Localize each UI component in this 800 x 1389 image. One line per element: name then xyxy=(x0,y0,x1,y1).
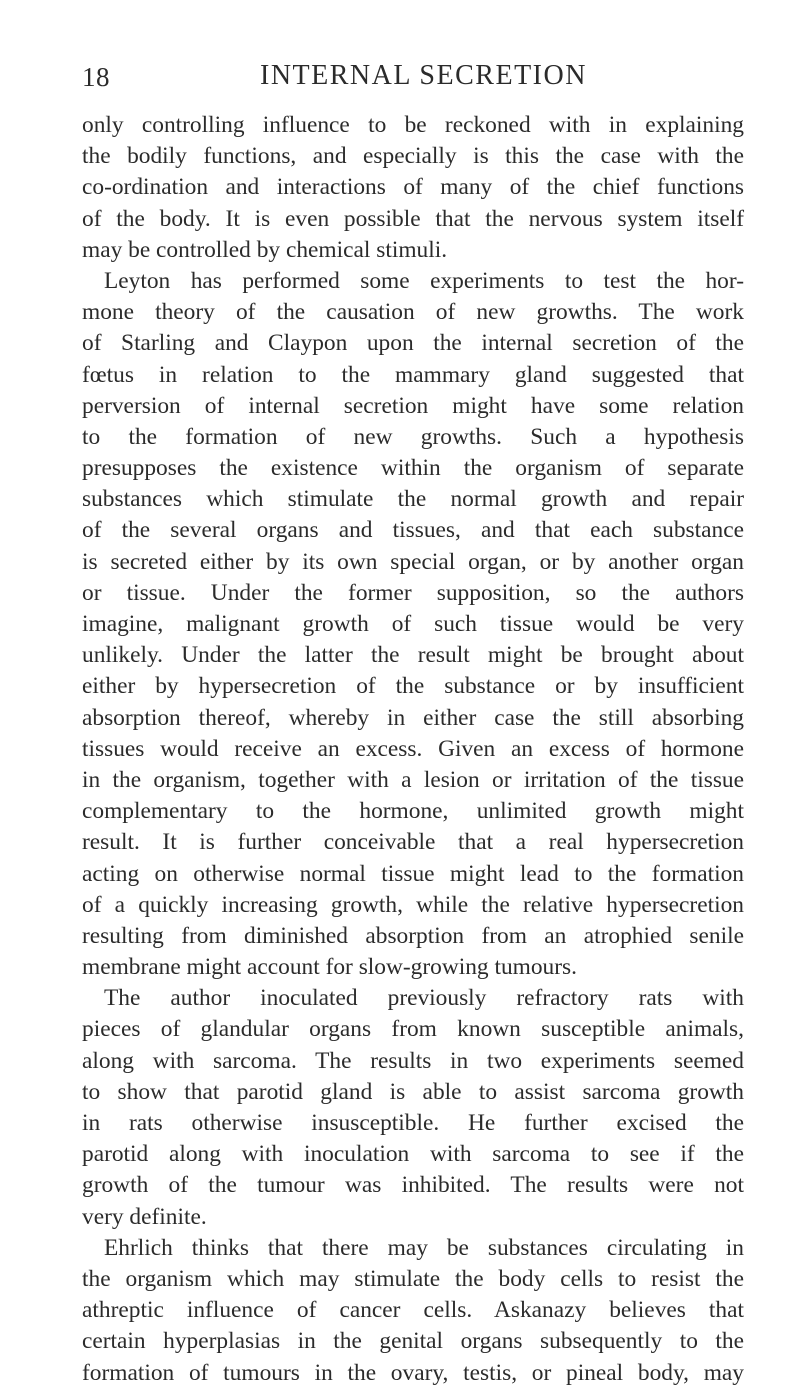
text-line: of the body. It is even possible that the nervous system itself xyxy=(82,205,744,232)
text-line: of Starling and Claypon upon the internal secretion of the xyxy=(82,330,744,357)
text-line: very definite. xyxy=(82,1203,207,1230)
text-line: either by hypersecretion of the substance or by insufficient xyxy=(82,673,744,700)
text-line: may be controlled by chemical stimuli. xyxy=(82,236,448,263)
text-line: resulting from diminished absorption from an atrophied senile xyxy=(82,922,744,949)
text-line: or tissue. Under the former supposition, so the authors xyxy=(82,579,744,606)
text-line: growth of the tumour was inhibited. The results were not xyxy=(82,1172,744,1199)
text-line: the organism which may stimulate the body cells to resist the xyxy=(82,1265,744,1292)
text-line: in rats otherwise insusceptible. He further excised the xyxy=(82,1110,744,1136)
text-line: athreptic influence of cancer cells. Askanazy believes that xyxy=(82,1297,744,1324)
text-line: Leyton has performed some experiments to test the hor- xyxy=(104,267,744,294)
text-line: of a quickly increasing growth, while the relative hypersecretion xyxy=(82,891,744,918)
running-title: INTERNAL SECRETION xyxy=(260,60,587,91)
text-line: perversion of internal secretion might have some relation xyxy=(82,392,744,419)
text-line: acting on otherwise normal tissue might lead to the formation xyxy=(82,860,744,887)
text-line: to show that parotid gland is able to assist sarcoma growth xyxy=(82,1078,744,1105)
paragraph xyxy=(82,1233,744,1389)
text-line: pieces of glandular organs from known susceptible animals, xyxy=(82,1016,744,1043)
text-line: The author inoculated previously refractory rats with xyxy=(104,985,744,1012)
text-line: complementary to the hormone, unlimited growth might xyxy=(82,798,744,825)
text-line: of the several organs and tissues, and that each substance xyxy=(82,517,744,544)
text-line: formation of tumours in the ovary, testis, or pineal body, may xyxy=(82,1359,744,1386)
text-line: the bodily functions, and especially is this the case with the xyxy=(82,143,744,170)
text-line: presupposes the existence within the organism of separate xyxy=(82,455,744,482)
text-line: co-ordination and interactions of many of the chief functions xyxy=(82,174,744,201)
text-line: fœtus in relation to the mammary gland suggested that xyxy=(82,361,744,388)
text-line: absorption thereof, whereby in either case the still absorbing xyxy=(82,704,744,731)
text-line: in the organism, together with a lesion or irritation of the tissue xyxy=(82,766,744,793)
text-line: imagine, malignant growth of such tissue would be very xyxy=(82,611,744,637)
text-line: is secreted either by its own special organ, or by another organ xyxy=(82,548,744,575)
text-line: Ehrlich thinks that there may be substances circulating in xyxy=(104,1234,744,1261)
text-line: tissues would receive an excess. Given an excess of hormone xyxy=(82,735,744,762)
paragraph xyxy=(82,983,744,1233)
text-line: to the formation of new growths. Such a hypothesis xyxy=(82,423,744,450)
text-line: unlikely. Under the latter the result might be brought about xyxy=(82,642,744,669)
page-number: 18 xyxy=(82,62,110,92)
text-line: substances which stimulate the normal growth and repair xyxy=(82,486,744,513)
paragraph xyxy=(82,110,744,266)
page-header xyxy=(82,62,742,102)
body-text xyxy=(82,110,744,1389)
text-line: mone theory of the causation of new growths. The work xyxy=(82,299,744,326)
paragraph xyxy=(82,266,744,983)
text-line: along with sarcoma. The results in two experiments seemed xyxy=(82,1047,744,1074)
text-line: certain hyperplasias in the genital organs subsequently to the xyxy=(82,1328,744,1355)
text-line: parotid along with inoculation with sarcoma to see if the xyxy=(82,1141,744,1168)
text-line: membrane might account for slow-growing tumours. xyxy=(82,954,577,981)
text-line: result. It is further conceivable that a real hypersecretion xyxy=(82,829,744,856)
text-line: only controlling influence to be reckoned with in explaining xyxy=(82,112,744,138)
